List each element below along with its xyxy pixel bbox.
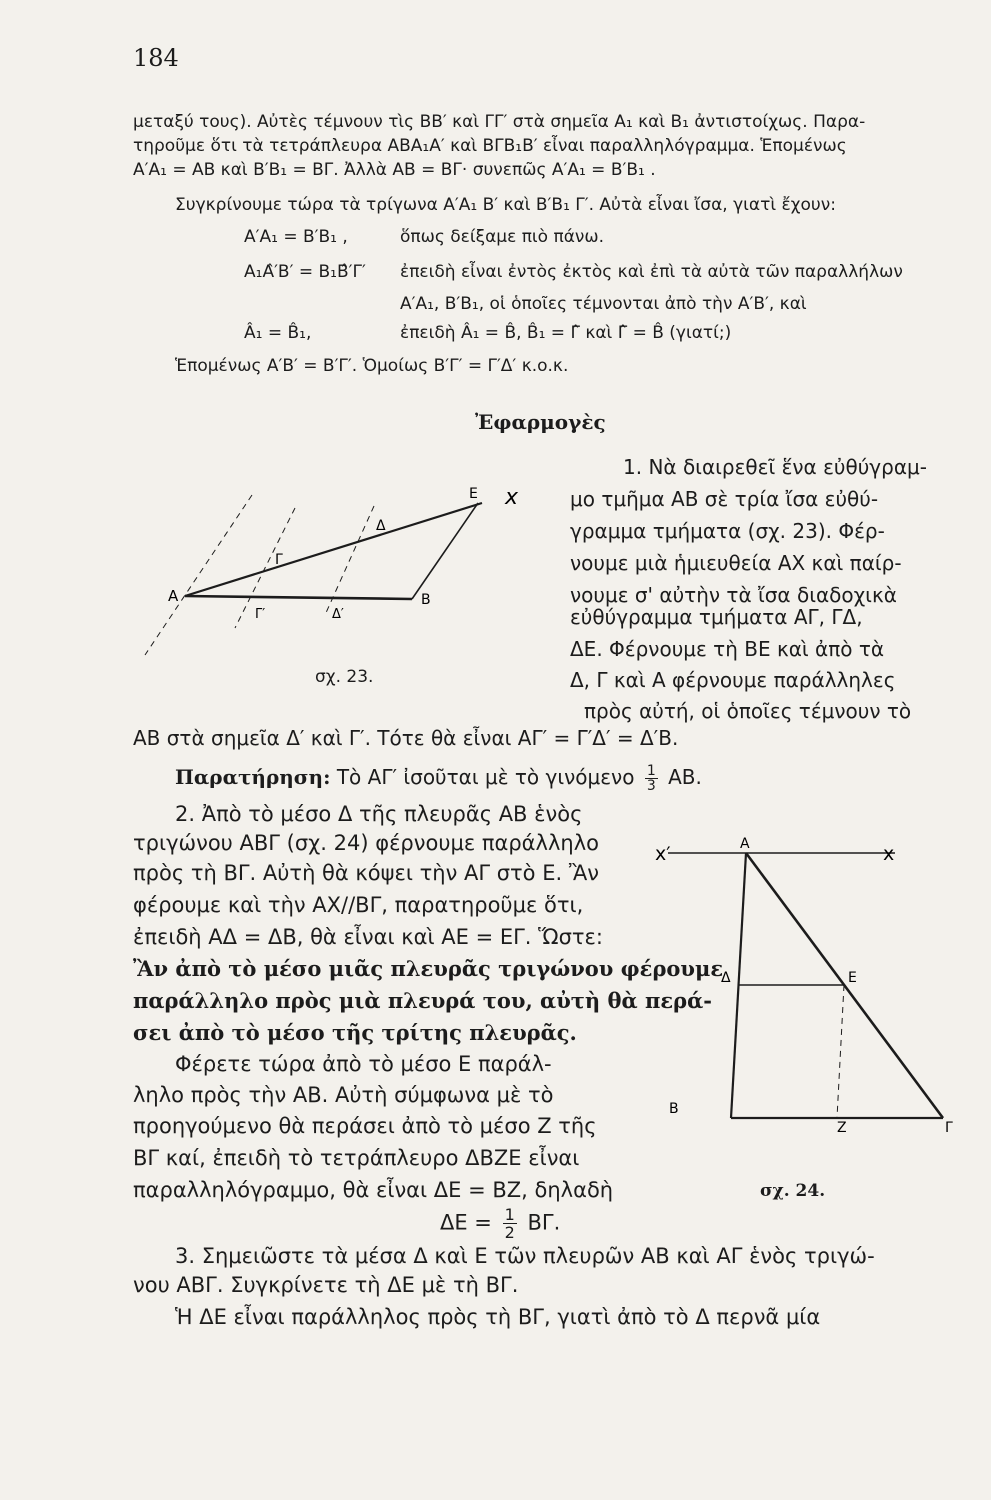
app2-line-4: φέρουμε καὶ τὴν ΑΧ//ΒΓ, παρατηροῦμε ὅτι, bbox=[133, 893, 584, 917]
app1-line-5: νουμε σ' αὐτὴν τὰ ἴσα διαδοχικὰ bbox=[570, 583, 897, 607]
segment-ab bbox=[185, 596, 412, 599]
formula-den: 2 bbox=[504, 1223, 515, 1242]
fig24-label-d: Δ bbox=[721, 970, 731, 986]
figure-24 bbox=[645, 830, 975, 1140]
applications-heading: Ἐφαρμογὲς bbox=[475, 410, 606, 434]
formula-right: ΒΓ. bbox=[527, 1210, 561, 1235]
fig24-label-e: Ε bbox=[848, 970, 857, 986]
fig23-label-d: Δ bbox=[376, 518, 386, 534]
remark bbox=[175, 764, 702, 793]
proof-right-4: ἐπειδὴ Â₁ = B̂, B̂₁ = Γ̂ καὶ Γ̂ = B̂ (γιατί;) bbox=[400, 323, 732, 343]
fig24-caption: σχ. 24. bbox=[760, 1181, 826, 1201]
app1-full-line: ΑΒ στὰ σημεῖα Δ′ καὶ Γ′. Τότε θὰ εἶναι ΑΓ′ = Γ′Δ′ = Δ′Β. bbox=[133, 726, 679, 750]
app2-line-3: πρὸς τὴ ΒΓ. Αὐτὴ θὰ κόψει τὴν ΑΓ στὸ Ε. Ἂν bbox=[133, 861, 599, 885]
intro-conclusion: Ἑπομένως Α′Β′ = Β′Γ′. Ὁμοίως Β′Γ′ = Γ′Δ′ κ.ο.κ. bbox=[175, 356, 569, 376]
page-number: 184 bbox=[133, 44, 179, 72]
proof-right-2: ἐπειδὴ εἶναι ἐντὸς ἐκτὸς καὶ ἐπὶ τὰ αὐτὰ τῶν παραλλήλων bbox=[400, 262, 903, 282]
app2-line-1: 2. Ἀπὸ τὸ μέσο Δ τῆς πλευρᾶς ΑΒ ἑνὸς bbox=[175, 802, 583, 826]
remark-frac-num: 1 bbox=[646, 763, 656, 779]
proof-right-1: ὅπως δείξαμε πιὸ πάνω. bbox=[400, 227, 605, 247]
app1-line-6: εὐθύγραμμα τμήματα ΑΓ, ΓΔ, bbox=[570, 605, 863, 629]
formula-fraction bbox=[503, 1206, 517, 1241]
remark-frac-den: 3 bbox=[646, 778, 656, 794]
intro-line-1: μεταξύ τους). Αὐτὲς τέμνουν τὶς ΒΒ′ καὶ ΓΓ′ στὰ σημεῖα Α₁ καὶ Β₁ ἀντιστοίχως. Παρα- bbox=[133, 112, 866, 132]
fig24-label-b: Β bbox=[669, 1101, 679, 1117]
app2-more-line-1: Φέρετε τώρα ἀπὸ τὸ μέσο Ε παράλ- bbox=[175, 1052, 552, 1076]
figure-23 bbox=[140, 480, 540, 680]
app3-line-3: Ἡ ΔΕ εἶναι παράλληλος πρὸς τὴ ΒΓ, γιατὶ ἀπὸ τὸ Δ περνᾶ μία bbox=[175, 1305, 821, 1329]
app2-line-2: τριγώνου ΑΒΓ (σχ. 24) φέρνουμε παράλληλο bbox=[133, 831, 599, 855]
app1-line-9: πρὸς αὐτή, οἱ ὁποῖες τέμνουν τὸ bbox=[584, 699, 912, 723]
app2-bold-line-1: Ἂν ἀπὸ τὸ μέσο μιᾶς πλευρᾶς τριγώνου φέρουμε bbox=[133, 956, 724, 981]
formula-left: ΔΕ = bbox=[440, 1210, 492, 1235]
segment-ez bbox=[837, 985, 844, 1118]
ray-ax bbox=[185, 503, 482, 596]
app2-more-line-2: ληλο πρὸς τὴν ΑΒ. Αὐτὴ σύμφωνα μὲ τὸ bbox=[133, 1083, 554, 1107]
fig24-label-a: Α bbox=[740, 836, 750, 852]
remark-label: Παρατήρηση: bbox=[175, 765, 331, 789]
app2-more-line-4: ΒΓ καί, ἐπειδὴ τὸ τετράπλευρο ΔΒΖΕ εἶναι bbox=[133, 1146, 580, 1170]
parallel-through-a bbox=[145, 495, 252, 655]
formula-num: 1 bbox=[504, 1205, 515, 1224]
fig23-caption: σχ. 23. bbox=[315, 667, 374, 687]
intro-line-2: τηροῦμε ὅτι τὰ τετράπλευρα ΑΒΑ₁Α′ καὶ ΒΓΒ₁Β′ εἶναι παραλληλόγραμμα. Ἑπομένως bbox=[133, 136, 847, 156]
proof-left-1: Α′Α₁ = Β′Β₁ , bbox=[244, 227, 348, 247]
fig23-label-x: x bbox=[505, 485, 519, 510]
intro-line-4: Συγκρίνουμε τώρα τὰ τρίγωνα Α′Α₁ Β′ καὶ Β′Β₁ Γ′. Αὐτὰ εἶναι ἴσα, γιατὶ ἔχουν: bbox=[175, 195, 836, 215]
app3-line-2: νου ΑΒΓ. Συγκρίνετε τὴ ΔΕ μὲ τὴ ΒΓ. bbox=[133, 1273, 519, 1297]
fig23-label-e: Ε bbox=[469, 486, 478, 502]
app3-line-1: 3. Σημειῶστε τὰ μέσα Δ καὶ Ε τῶν πλευρῶν ΑΒ καὶ ΑΓ ἑνὸς τριγώ- bbox=[175, 1244, 875, 1268]
app2-line-5: ἐπειδὴ ΑΔ = ΔΒ, θὰ εἶναι καὶ ΑΕ = ΕΓ. Ὥστε: bbox=[133, 925, 603, 949]
proof-left-4: Â₁ = B̂₁, bbox=[244, 323, 312, 343]
app1-line-2: μο τμῆμα ΑΒ σὲ τρία ἴσα εὐθύ- bbox=[570, 487, 879, 511]
app2-bold-line-2: παράλληλο πρὸς μιὰ πλευρά του, αὐτὴ θὰ περά- bbox=[133, 988, 712, 1013]
fig23-label-b: Β bbox=[421, 592, 431, 608]
formula-de bbox=[440, 1206, 560, 1241]
app1-line-7: ΔΕ. Φέρνουμε τὴ ΒΕ καὶ ἀπὸ τὰ bbox=[570, 637, 885, 661]
proof-right-3: Α′Α₁, Β′Β₁, οἱ ὁποῖες τέμνονται ἀπὸ τὴν Α′Β′, καὶ bbox=[400, 294, 807, 314]
segment-be bbox=[412, 503, 478, 599]
fig24-label-x1: x′ bbox=[655, 843, 671, 865]
app2-more-line-3: προηγούμενο θὰ περάσει ἀπὸ τὸ μέσο Ζ τῆς bbox=[133, 1114, 597, 1138]
remark-fraction bbox=[645, 764, 658, 793]
fig24-label-g: Γ bbox=[945, 1120, 953, 1136]
remark-text: Τὸ ΑΓ′ ἰσοῦται μὲ τὸ γινόμενο bbox=[336, 765, 635, 789]
remark-end: ΑΒ. bbox=[668, 765, 702, 789]
app2-bold-line-3: σει ἀπὸ τὸ μέσο τῆς τρίτης πλευρᾶς. bbox=[133, 1020, 577, 1045]
app1-line-3: γραμμα τμήματα (σχ. 23). Φέρ- bbox=[570, 519, 885, 543]
app2-more-line-5: παραλληλόγραμμο, θὰ εἶναι ΔΕ = ΒΖ, δηλαδὴ bbox=[133, 1178, 614, 1202]
app1-line-8: Δ, Γ καὶ Α φέρνουμε παράλληλες bbox=[570, 668, 896, 692]
fig23-label-g: Γ bbox=[275, 552, 283, 568]
fig23-label-a: Α bbox=[168, 587, 179, 605]
fig23-label-d1: Δ′ bbox=[332, 607, 344, 622]
fig24-label-z: Ζ bbox=[837, 1120, 847, 1136]
app1-line-4: νουμε μιὰ ἡμιευθεία ΑΧ καὶ παίρ- bbox=[570, 551, 902, 575]
proof-left-2: Α₁Α̂′Β′ = Β₁Β̂′Γ′ bbox=[244, 262, 366, 282]
fig24-label-x: x bbox=[883, 843, 895, 865]
app1-line-1: 1. Νὰ διαιρεθεῖ ἕνα εὐθύγραμ- bbox=[623, 455, 927, 479]
fig23-label-g1: Γ′ bbox=[255, 607, 266, 622]
intro-line-3: Α′Α₁ = ΑΒ καὶ Β′Β₁ = ΒΓ. Ἀλλὰ ΑΒ = ΒΓ· συνεπῶς Α′Α₁ = Β′Β₁ . bbox=[133, 160, 656, 180]
